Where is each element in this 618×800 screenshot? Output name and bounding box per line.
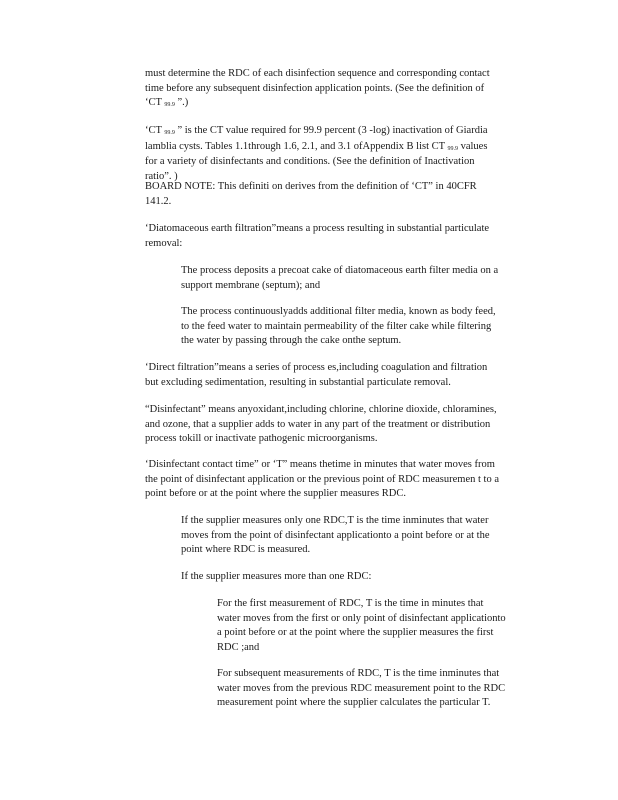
text-line: measurement point where the supplier calculates the particular T.: [217, 697, 491, 708]
text-line: 141.2.: [145, 195, 172, 207]
paragraph-first-measurement: [217, 597, 542, 655]
paragraph-one-rdc-case: [181, 514, 541, 558]
text-line: process tokill or inactivate pathogenic microorganisms.: [145, 433, 378, 444]
text-line: must determine the RDC of each disinfection sequence and corresponding contact: [145, 68, 490, 79]
paragraph-ct999-definition: [145, 124, 540, 184]
text-line: ‘Direct filtration”means a series of process es,including coagulation and filtration: [145, 362, 488, 373]
text-line: moves from the point of disinfectant applicationto a point before or at the: [181, 529, 490, 541]
text-line: point where RDC is measured.: [181, 544, 311, 555]
paragraph-subsequent-measurements: [217, 667, 542, 711]
ct-subscript: 99.9: [447, 145, 458, 152]
text-line: If the supplier measures only one RDC,T is the time inminutes that water: [181, 515, 489, 526]
text-line: time before any subsequent disinfection application points. (See the definition of: [145, 82, 485, 94]
text-line: but excluding sedimentation, resulting in substantial particulate removal.: [145, 376, 451, 388]
text-line: the water by passing through the cake onthe septum.: [181, 335, 402, 346]
text-line: ‘CT 99.9 ”.): [145, 97, 189, 108]
text-line: RDC ;and: [217, 641, 260, 653]
paragraph-diatomaceous-item-1: [181, 264, 541, 293]
text-line: for a variety of disinfectants and conditions. (See the definition of Inactivation: [145, 156, 475, 167]
text-line: “Disinfectant” means anyoxidant,including chlorine, chlorine dioxide, chloramines,: [145, 404, 497, 415]
text-line: a point before or at the point where the supplier measures the first: [217, 627, 494, 638]
text-line: water moves from the previous RDC measurement point to the RDC: [217, 682, 506, 694]
paragraph-diatomaceous-definition: [145, 222, 540, 251]
text-line: ‘CT 99.9 ” is the CT value required for 99.9 percent (3 -log) inactivation of Giardia: [145, 125, 488, 136]
paragraph-direct-filtration-definition: [145, 361, 540, 390]
text-line: If the supplier measures more than one RDC:: [181, 571, 372, 582]
text-line: The process continuouslyadds additional filter media, known as body feed,: [181, 306, 496, 317]
ct-subscript: 99.9: [164, 130, 175, 136]
text-line: For subsequent measurements of RDC, T is the time inminutes that: [217, 668, 500, 679]
paragraph-diatomaceous-item-2: [181, 305, 541, 349]
text-line: The process deposits a precoat cake of diatomaceous earth filter media on a: [181, 265, 499, 276]
paragraph-contact-time-definition: [145, 458, 540, 502]
ct-subscript: 99.9: [164, 102, 175, 108]
text-line: water moves from the first or only point of disinfectant applicationto: [217, 612, 506, 624]
text-line: BOARD NOTE: This definiti on derives from the definition of ‘CT” in 40CFR: [145, 181, 477, 192]
text-line: ratio”. ): [145, 170, 178, 182]
paragraph-multiple-rdc-case: [181, 570, 541, 585]
text-line: ‘Diatomaceous earth filtration”means a process resulting in substantial particulate: [145, 223, 490, 234]
text-line: the point of disinfectant application or the previous point of RDC measuremen t to a: [145, 473, 500, 485]
text-line: For the first measurement of RDC, T is the time in minutes that: [217, 598, 484, 609]
text-line: to the feed water to maintain permeability of the filter cake while filtering: [181, 320, 492, 332]
text-line: and ozone, that a supplier adds to water in any part of the treatment or distribution: [145, 418, 491, 430]
text-line: support membrane (septum); and: [181, 279, 321, 291]
text-line: ‘Disinfectant contact time” or ‘T” means thetime in minutes that water moves from: [145, 459, 495, 470]
text-line: point before or at the point where the supplier measures RDC.: [145, 488, 406, 499]
paragraph-disinfectant-definition: [145, 403, 540, 447]
text-line: lamblia cysts. Tables 1.1through 1.6, 2.1, and 3.1 ofAppendix B list CT 99.9 values: [145, 140, 488, 152]
paragraph-contact-time-intro: [145, 67, 540, 112]
text-line: removal:: [145, 237, 183, 249]
paragraph-board-note: [145, 180, 540, 209]
